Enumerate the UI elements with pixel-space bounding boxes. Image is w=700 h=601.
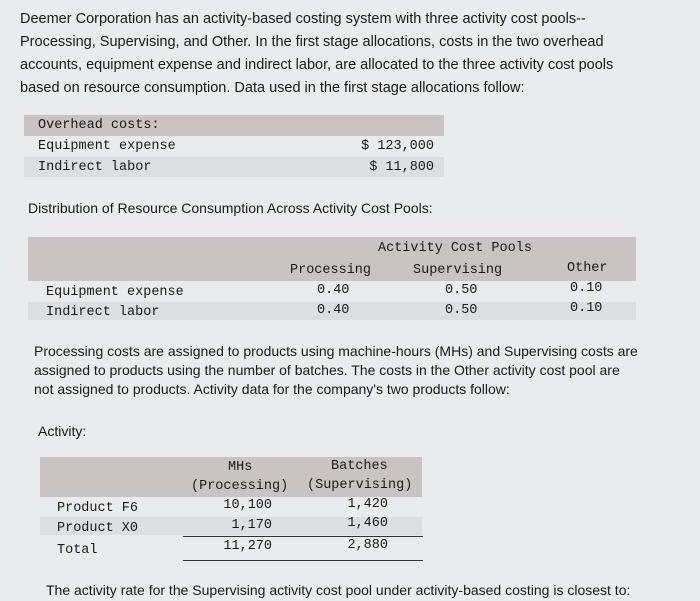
cell: 0.10: [570, 301, 603, 316]
distribution-title: Distribution of Resource Consumption Across Activity Cost Pools:: [28, 200, 433, 216]
question-text: The activity rate for the Supervising activity cost pool under activity-based costing is closest to:: [46, 582, 631, 598]
row-label: Product F6: [57, 501, 139, 516]
cell: 2,880: [347, 538, 388, 553]
para-line: assigned to products using the number of batches. The costs in the Other activity cost pool are: [34, 362, 620, 378]
cell: 0.10: [570, 281, 603, 296]
para-line: Processing costs are assigned to products using machine-hours (MHs) and Supervising costs are: [34, 343, 638, 359]
cell: 0.50: [445, 283, 478, 298]
row-label: Total: [57, 543, 98, 558]
col-header: MHs: [228, 460, 253, 475]
cell: 1,170: [231, 518, 272, 533]
para-line: not assigned to products. Activity data for the company's two products follow:: [34, 381, 510, 397]
row-label: Indirect labor: [46, 305, 160, 320]
cell: 0.50: [445, 303, 478, 318]
col-header: Supervising: [413, 263, 503, 278]
cell: 11,270: [223, 539, 272, 554]
overhead-label: Equipment expense: [38, 139, 176, 154]
group-header: Activity Cost Pools: [378, 241, 532, 256]
overhead-label: Indirect labor: [38, 160, 152, 175]
col-header: Batches: [331, 459, 388, 474]
col-header: Other: [567, 261, 608, 276]
cell: 1,460: [347, 516, 388, 531]
row-label: Product X0: [57, 521, 139, 536]
cell: 0.40: [317, 303, 350, 318]
col-header: (Processing): [191, 479, 289, 494]
cell: 0.40: [317, 283, 350, 298]
overhead-value: $ 123,000: [361, 139, 434, 154]
col-header: Processing: [290, 263, 372, 278]
cell: 10,100: [223, 498, 272, 513]
overhead-header: Overhead costs:: [38, 118, 160, 133]
intro-line: based on resource consumption. Data used in the first stage allocations follow:: [20, 80, 525, 96]
intro-line: Deemer Corporation has an activity-based costing system with three activity cost pools--: [20, 11, 586, 27]
intro-line: accounts, equipment expense and indirect labor, are allocated to the three activity cost pools: [20, 57, 614, 73]
overhead-value: $ 11,800: [369, 160, 434, 175]
row-label: Equipment expense: [46, 285, 184, 300]
activity-label: Activity:: [38, 423, 87, 439]
intro-line: Processing, Supervising, and Other. In the first stage allocations, costs in the two overhead: [20, 34, 604, 50]
cell: 1,420: [347, 497, 388, 512]
col-header: (Supervising): [307, 478, 413, 493]
